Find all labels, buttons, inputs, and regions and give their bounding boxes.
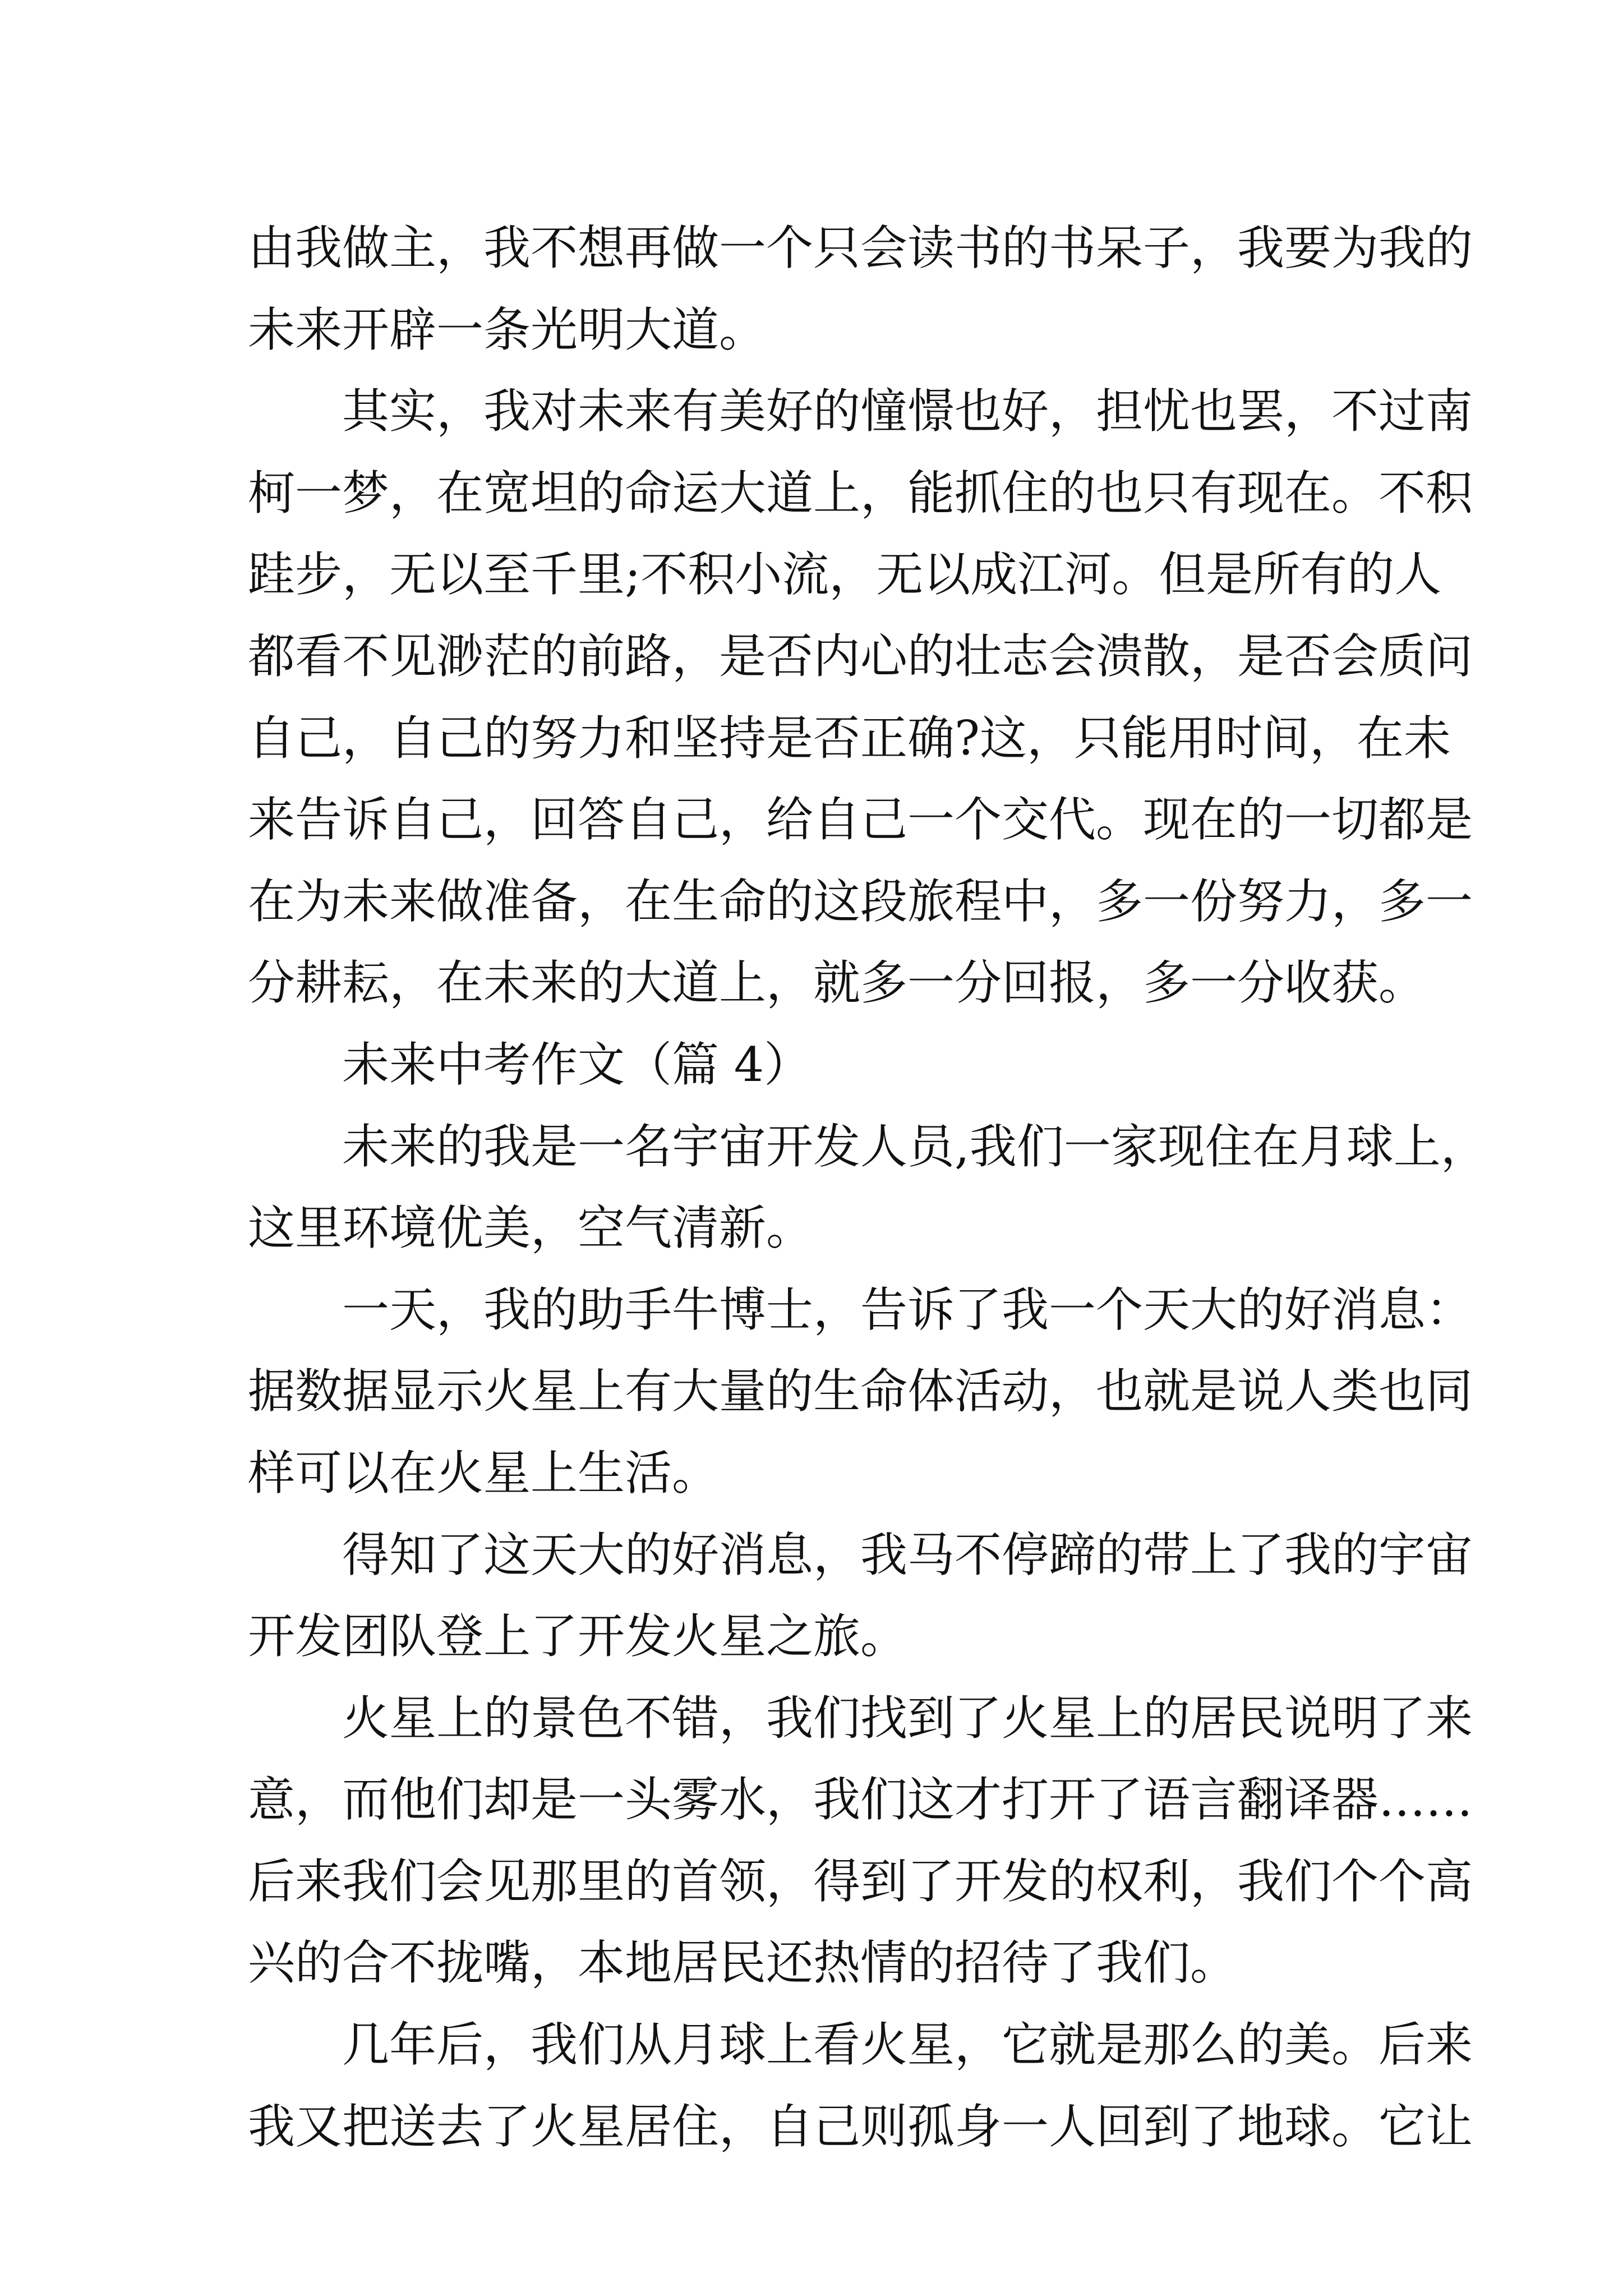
text-line: 未来中考作文（篇 4） xyxy=(342,1037,811,1092)
text-line: 未来的我是一名宇宙开发人员,我们一家现住在月球上， xyxy=(342,1119,1488,1174)
text-line: 跬步，无以至千里;不积小流，无以成江河。但是所有的人 xyxy=(248,547,1442,602)
text-line: 样可以在火星上生活。 xyxy=(248,1445,720,1501)
document-body xyxy=(248,208,1488,2168)
text-line: 其实，我对未来有美好的憧憬也好，担忧也罢，不过南 xyxy=(342,384,1473,439)
text-line: 这里环境优美，空气清新。 xyxy=(248,1200,814,1256)
text-line: 柯一梦，在宽坦的命运大道上，能抓住的也只有现在。不积 xyxy=(248,465,1473,521)
text-line: 都看不见渺茫的前路，是否内心的壮志会溃散，是否会质问 xyxy=(248,628,1473,684)
text-line: 分耕耘，在未来的大道上，就多一分回报，多一分收获。 xyxy=(248,955,1426,1011)
text-line: 来告诉自己，回答自己，给自己一个交代。现在的一切都是 xyxy=(248,792,1473,848)
text-line: 兴的合不拢嘴，本地居民还热情的招待了我们。 xyxy=(248,1935,1238,1991)
text-line: 由我做主，我不想再做一个只会读书的书呆子，我要为我的 xyxy=(248,220,1473,275)
text-line: 在为未来做准备，在生命的这段旅程中，多一份努力，多一 xyxy=(248,873,1473,929)
text-line: 意，而他们却是一头雾水，我们这才打开了语言翻译器…… xyxy=(248,1772,1473,1828)
text-line: 据数据显示火星上有大量的生命体活动，也就是说人类也同 xyxy=(248,1364,1473,1419)
text-line: 后来我们会见那里的首领，得到了开发的权利，我们个个高 xyxy=(248,1853,1473,1909)
text-line: 火星上的景色不错，我们找到了火星上的居民说明了来 xyxy=(342,1690,1473,1746)
text-line: 得知了这天大的好消息，我马不停蹄的带上了我的宇宙 xyxy=(342,1527,1473,1582)
text-line: 我又把送去了火星居住，自己则孤身一人回到了地球。它让 xyxy=(248,2099,1473,2154)
text-line: 一天，我的助手牛博士，告诉了我一个天大的好消息： xyxy=(342,1282,1473,1337)
text-line: 未来开辟一条光明大道。 xyxy=(248,302,767,357)
text-line: 开发团队登上了开发火星之旅。 xyxy=(248,1609,908,1664)
text-line: 自己，自己的努力和坚持是否正确?这，只能用时间，在未 xyxy=(248,710,1451,766)
text-line: 几年后，我们从月球上看火星，它就是那么的美。后来 xyxy=(342,2017,1473,2073)
